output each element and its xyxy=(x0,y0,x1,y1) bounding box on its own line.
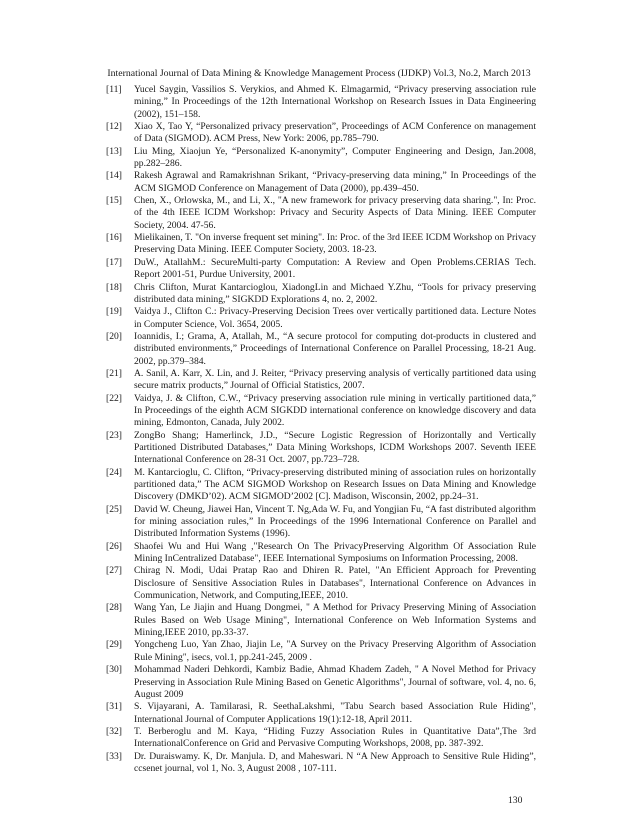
reference-number: [17] xyxy=(106,256,122,268)
reference-item xyxy=(106,282,536,307)
reference-text: ZongBo Shang; Hamerlinck, J.D., “Secure Logistic Regression of Horizontally and Vertically Partitioned Distributed Databases,” Data Mining Workshops, ICDM Workshops 2007. Seventh IEEE International Conference on 28-31 Oct. 2007, pp.723–728. xyxy=(134,429,536,466)
reference-number: [23] xyxy=(106,429,122,441)
reference-item xyxy=(106,195,536,232)
reference-text: Wang Yan, Le Jiajin and Huang Dongmei, " A Method for Privacy Preserving Mining of Association Rules Based on Web Usage Mining", International Conference on Web Information Systems and Mining,IEEE 2010, pp.33-37. xyxy=(134,602,536,639)
reference-list xyxy=(106,84,536,775)
reference-text: Vaidya J., Clifton C.: Privacy-Preserving Decision Trees over vertically partitioned data. Lecture Notes in Computer Science, Vol. 3654, 2005. xyxy=(134,306,536,330)
reference-text: T. Berberoglu and M. Kaya, “Hiding Fuzzy Association Rules in Quantitative Data”,The 3rd InternationalConference on Grid and Pervasive Computing Workshops, 2008, pp. 387-392. xyxy=(134,725,536,750)
reference-text: M. Kantarcioglu, C. Clifton, “Privacy-preserving distributed mining of association rules on horizontally partitioned data,” The ACM SIGMOD Workshop on Research Issues on Data Mining and Knowledge Discovery (DMKD’02). ACM SIGMOD’2002 [C]. Madison, Wisconsin, 2002, pp.24–31. xyxy=(134,466,536,503)
reference-item xyxy=(106,664,536,701)
reference-number: [16] xyxy=(106,232,122,244)
reference-text: Chris Clifton, Murat Kantarcioglou, XiadongLin and Michaed Y.Zhu, “Tools for privacy preserving distributed data mining,” SIGKDD Explorations 4, no. 2, 2002. xyxy=(134,281,536,305)
reference-text: Chen, X., Orlowska, M., and Li, X., "A new framework for privacy preserving data sharing.", In: Proc. of the 4th IEEE ICDM Workshop: Privacy and Security Aspects of Data Mining. IEEE Computer Society, 2004. 47-56. xyxy=(134,195,536,231)
reference-text: Vaidya, J. & Clifton, C.W., “Privacy preserving association rule mining in vertically partitioned data,” In Proceedings of the eighth ACM SIGKDD international conference on knowledge discovery and data mining, Edmonton, Canada, July 2002. xyxy=(134,392,536,429)
reference-item xyxy=(106,504,536,541)
running-header: International Journal of Data Mining & Knowledge Management Process (IJDKP) Vol.3, No.2, March 2013 xyxy=(107,68,531,79)
reference-number: [14] xyxy=(106,170,122,182)
reference-number: [15] xyxy=(106,195,122,207)
reference-number: [18] xyxy=(106,281,122,293)
reference-number: [19] xyxy=(106,306,122,318)
reference-number: [32] xyxy=(106,725,122,737)
reference-item xyxy=(106,639,536,664)
reference-item xyxy=(106,467,536,504)
reference-text: Rakesh Agrawal and Ramakrishnan Srikant, “Privacy-preserving data mining,” In Proceedings of the ACM SIGMOD Conference on Management of Data (2000), pp.439–450. xyxy=(134,170,536,194)
reference-number: [33] xyxy=(106,750,122,762)
reference-text: DuW., AtallahM.: SecureMulti-party Computation: A Review and Open Problems.CERIAS Tech. Report 2001-51, Purdue University, 2001. xyxy=(134,256,536,281)
reference-text: Dr. Duraiswamy. K, Dr. Manjula. D, and Maheswari. N “A New Approach to Sensitive Rule Hiding”, ccsenet journal, vol 1, No. 3, August 2008 , 107-111. xyxy=(134,750,536,774)
reference-item xyxy=(106,393,536,430)
reference-item xyxy=(106,170,536,195)
reference-number: [29] xyxy=(106,639,122,651)
reference-text: Yongcheng Luo, Yan Zhao, Jiajin Le, "A Survey on the Privacy Preserving Algorithm of Association Rule Mining", isecs, vol.1, pp.241-245, 2009 . xyxy=(134,639,536,663)
reference-text: Mohammad Naderi Dehkordi, Kambiz Badie, Ahmad Khadem Zadeh, " A Novel Method for Privacy Preserving in Association Rule Mining Based on Genetic Algorithms", Journal of software, vol. 4, no. 6, August 2009 xyxy=(134,664,536,700)
reference-item xyxy=(106,257,536,282)
reference-item xyxy=(106,541,536,566)
reference-number: [27] xyxy=(106,565,122,577)
reference-text: S. Vijayarani, A. Tamilarasi, R. SeethaLakshmi, "Tabu Search based Association Rule Hiding", International Journal of Computer Applications 19(1):12-18, April 2011. xyxy=(134,701,536,725)
reference-item xyxy=(106,232,536,257)
reference-text: Ioannidis, I.; Grama, A, Atallah, M., “A secure protocol for computing dot-products in clustered and distributed environments,” Proceedings of International Conference on Parallel Processing, 18-21 Aug. 2002, pp.379–384. xyxy=(134,330,536,367)
reference-item xyxy=(106,430,536,467)
reference-number: [11] xyxy=(106,84,122,95)
reference-item xyxy=(106,368,536,393)
page-number: 130 xyxy=(508,795,523,806)
reference-number: [30] xyxy=(106,664,122,676)
reference-number: [12] xyxy=(106,121,122,133)
reference-item xyxy=(106,331,536,368)
reference-number: [26] xyxy=(106,540,122,552)
reference-item xyxy=(106,726,536,751)
reference-number: [31] xyxy=(106,701,122,713)
reference-text: Mielikainen, T. "On inverse frequent set mining". In: Proc. of the 3rd IEEE ICDM Workshop on Privacy Preserving Data Mining. IEEE Computer Society, 2003. 18-23. xyxy=(134,232,536,256)
reference-item xyxy=(106,84,536,121)
reference-item xyxy=(106,146,536,171)
reference-text: Shaofei Wu and Hui Wang ,"Research On The PrivacyPreserving Algorithm Of Association Rule Mining InCentralized Database", IEEE International Symposiums on Information Processing, 2008. xyxy=(134,540,536,565)
reference-item xyxy=(106,121,536,146)
reference-text: Yucel Saygin, Vassilios S. Verykios, and Ahmed K. Elmagarmid, “Privacy preserving association rule mining,” In Proceedings of the 12th International Workshop on Research Issues in Data Engineering (2002), 151–158. xyxy=(134,84,536,120)
reference-number: [20] xyxy=(106,330,122,342)
reference-number: [24] xyxy=(106,466,122,478)
reference-number: [22] xyxy=(106,392,122,404)
reference-item xyxy=(106,701,536,726)
reference-text: David W. Cheung, Jiawei Han, Vincent T. Ng,Ada W. Fu, and Yongjian Fu, “A fast distributed algorithm for mining association rules,” In Proceedings of the 1996 International Conference on Parallel and Distributed Information Systems (1996). xyxy=(134,503,536,540)
reference-number: [25] xyxy=(106,503,122,515)
reference-text: Chirag N. Modi, Udai Pratap Rao and Dhiren R. Patel, "An Efficient Approach for Preventing Disclosure of Sensitive Association Rules in Databases", International Conference on Advances in Communication, Network, and Computing,IEEE, 2010. xyxy=(134,565,536,602)
reference-item xyxy=(106,565,536,602)
reference-number: [21] xyxy=(106,367,122,379)
reference-text: A. Sanil, A. Karr, X. Lin, and J. Reiter, “Privacy preserving analysis of vertically partitioned data using secure matrix products,” Journal of Official Statistics, 2007. xyxy=(134,367,536,392)
reference-item xyxy=(106,602,536,639)
reference-item xyxy=(106,751,536,776)
reference-number: [28] xyxy=(106,602,122,614)
reference-text: Xiao X, Tao Y, “Personalized privacy preservation”, Proceedings of ACM Conference on management of Data (SIGMOD). ACM Press, New York: 2006, pp.785–790. xyxy=(134,121,536,145)
reference-text: Liu Ming, Xiaojun Ye, “Personalized K-anonymity”, Computer Engineering and Design, Jan.2008, pp.282–286. xyxy=(134,145,536,170)
reference-item xyxy=(106,306,536,331)
reference-number: [13] xyxy=(106,145,122,157)
